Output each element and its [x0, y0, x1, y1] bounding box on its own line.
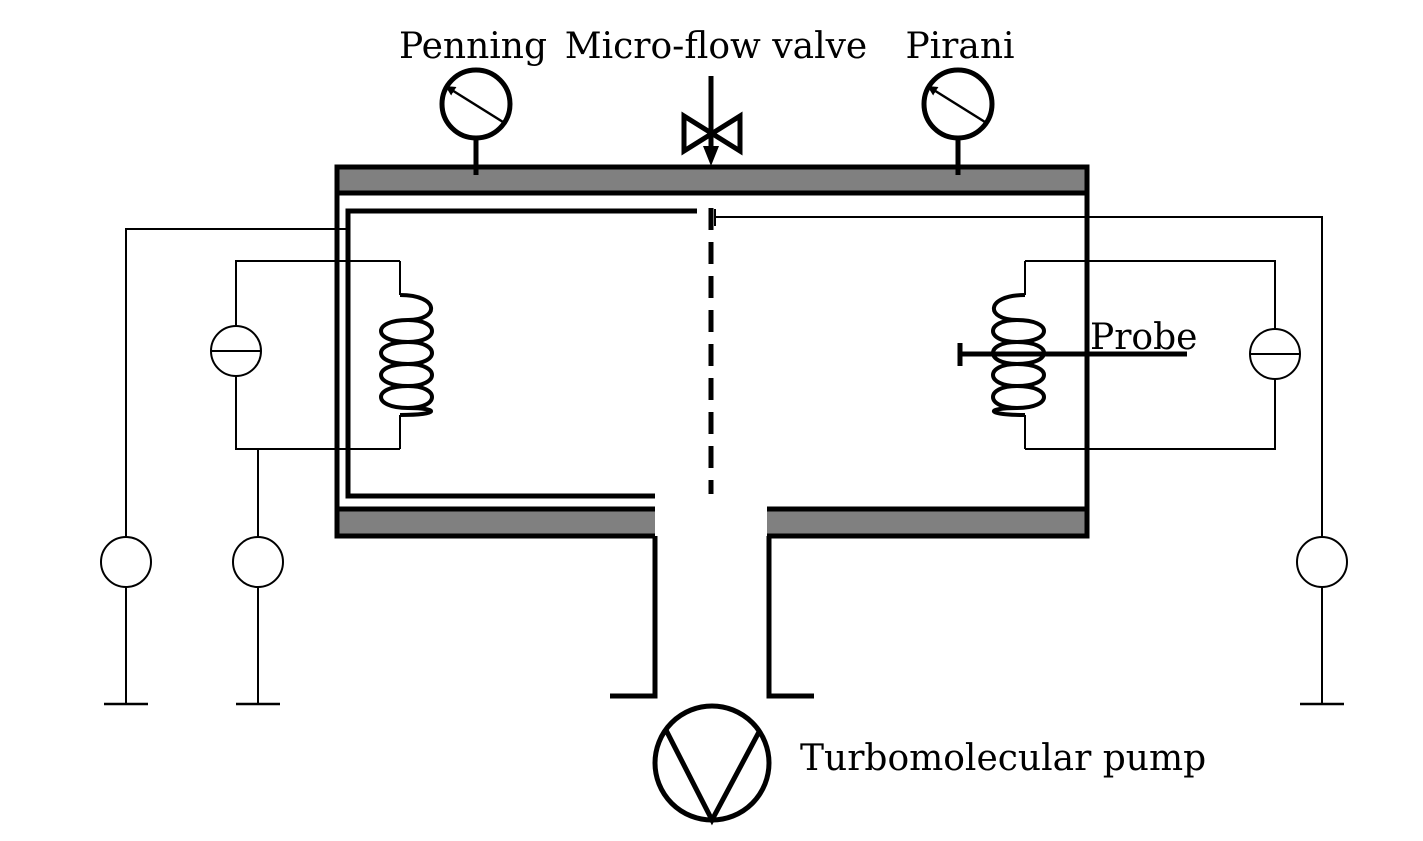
left-bias-source-icon	[101, 537, 151, 587]
left-coil-icon	[381, 295, 432, 415]
pirani-gauge-icon	[924, 70, 992, 175]
left-coil-circuit	[211, 261, 432, 449]
turbomolecular-pump-label: Turbomolecular pump	[800, 738, 1207, 779]
left-electrode-bias	[101, 229, 348, 704]
left-electrode	[348, 211, 697, 496]
top-wall	[337, 167, 1087, 193]
left-coil-bias	[233, 449, 283, 704]
micro-flow-valve-label: Micro-flow valve	[564, 26, 868, 67]
grid-bias-source-icon	[1297, 537, 1347, 587]
pirani-label: Pirani	[905, 26, 1015, 67]
bottom-wall-left	[337, 509, 655, 536]
pump-port-left	[610, 536, 655, 696]
probe-label: Probe	[1090, 317, 1198, 358]
grid-bias	[715, 209, 1347, 704]
penning-gauge-icon	[442, 70, 510, 175]
right-rf-source-icon	[1250, 329, 1300, 379]
coil-bias-source-icon	[233, 537, 283, 587]
left-rf-source-icon	[211, 326, 261, 376]
penning-label: Penning	[398, 26, 548, 67]
pump-port-right	[769, 536, 814, 696]
turbomolecular-pump-icon	[655, 706, 769, 820]
micro-flow-valve-icon	[684, 76, 740, 166]
bottom-wall-right	[767, 509, 1087, 536]
